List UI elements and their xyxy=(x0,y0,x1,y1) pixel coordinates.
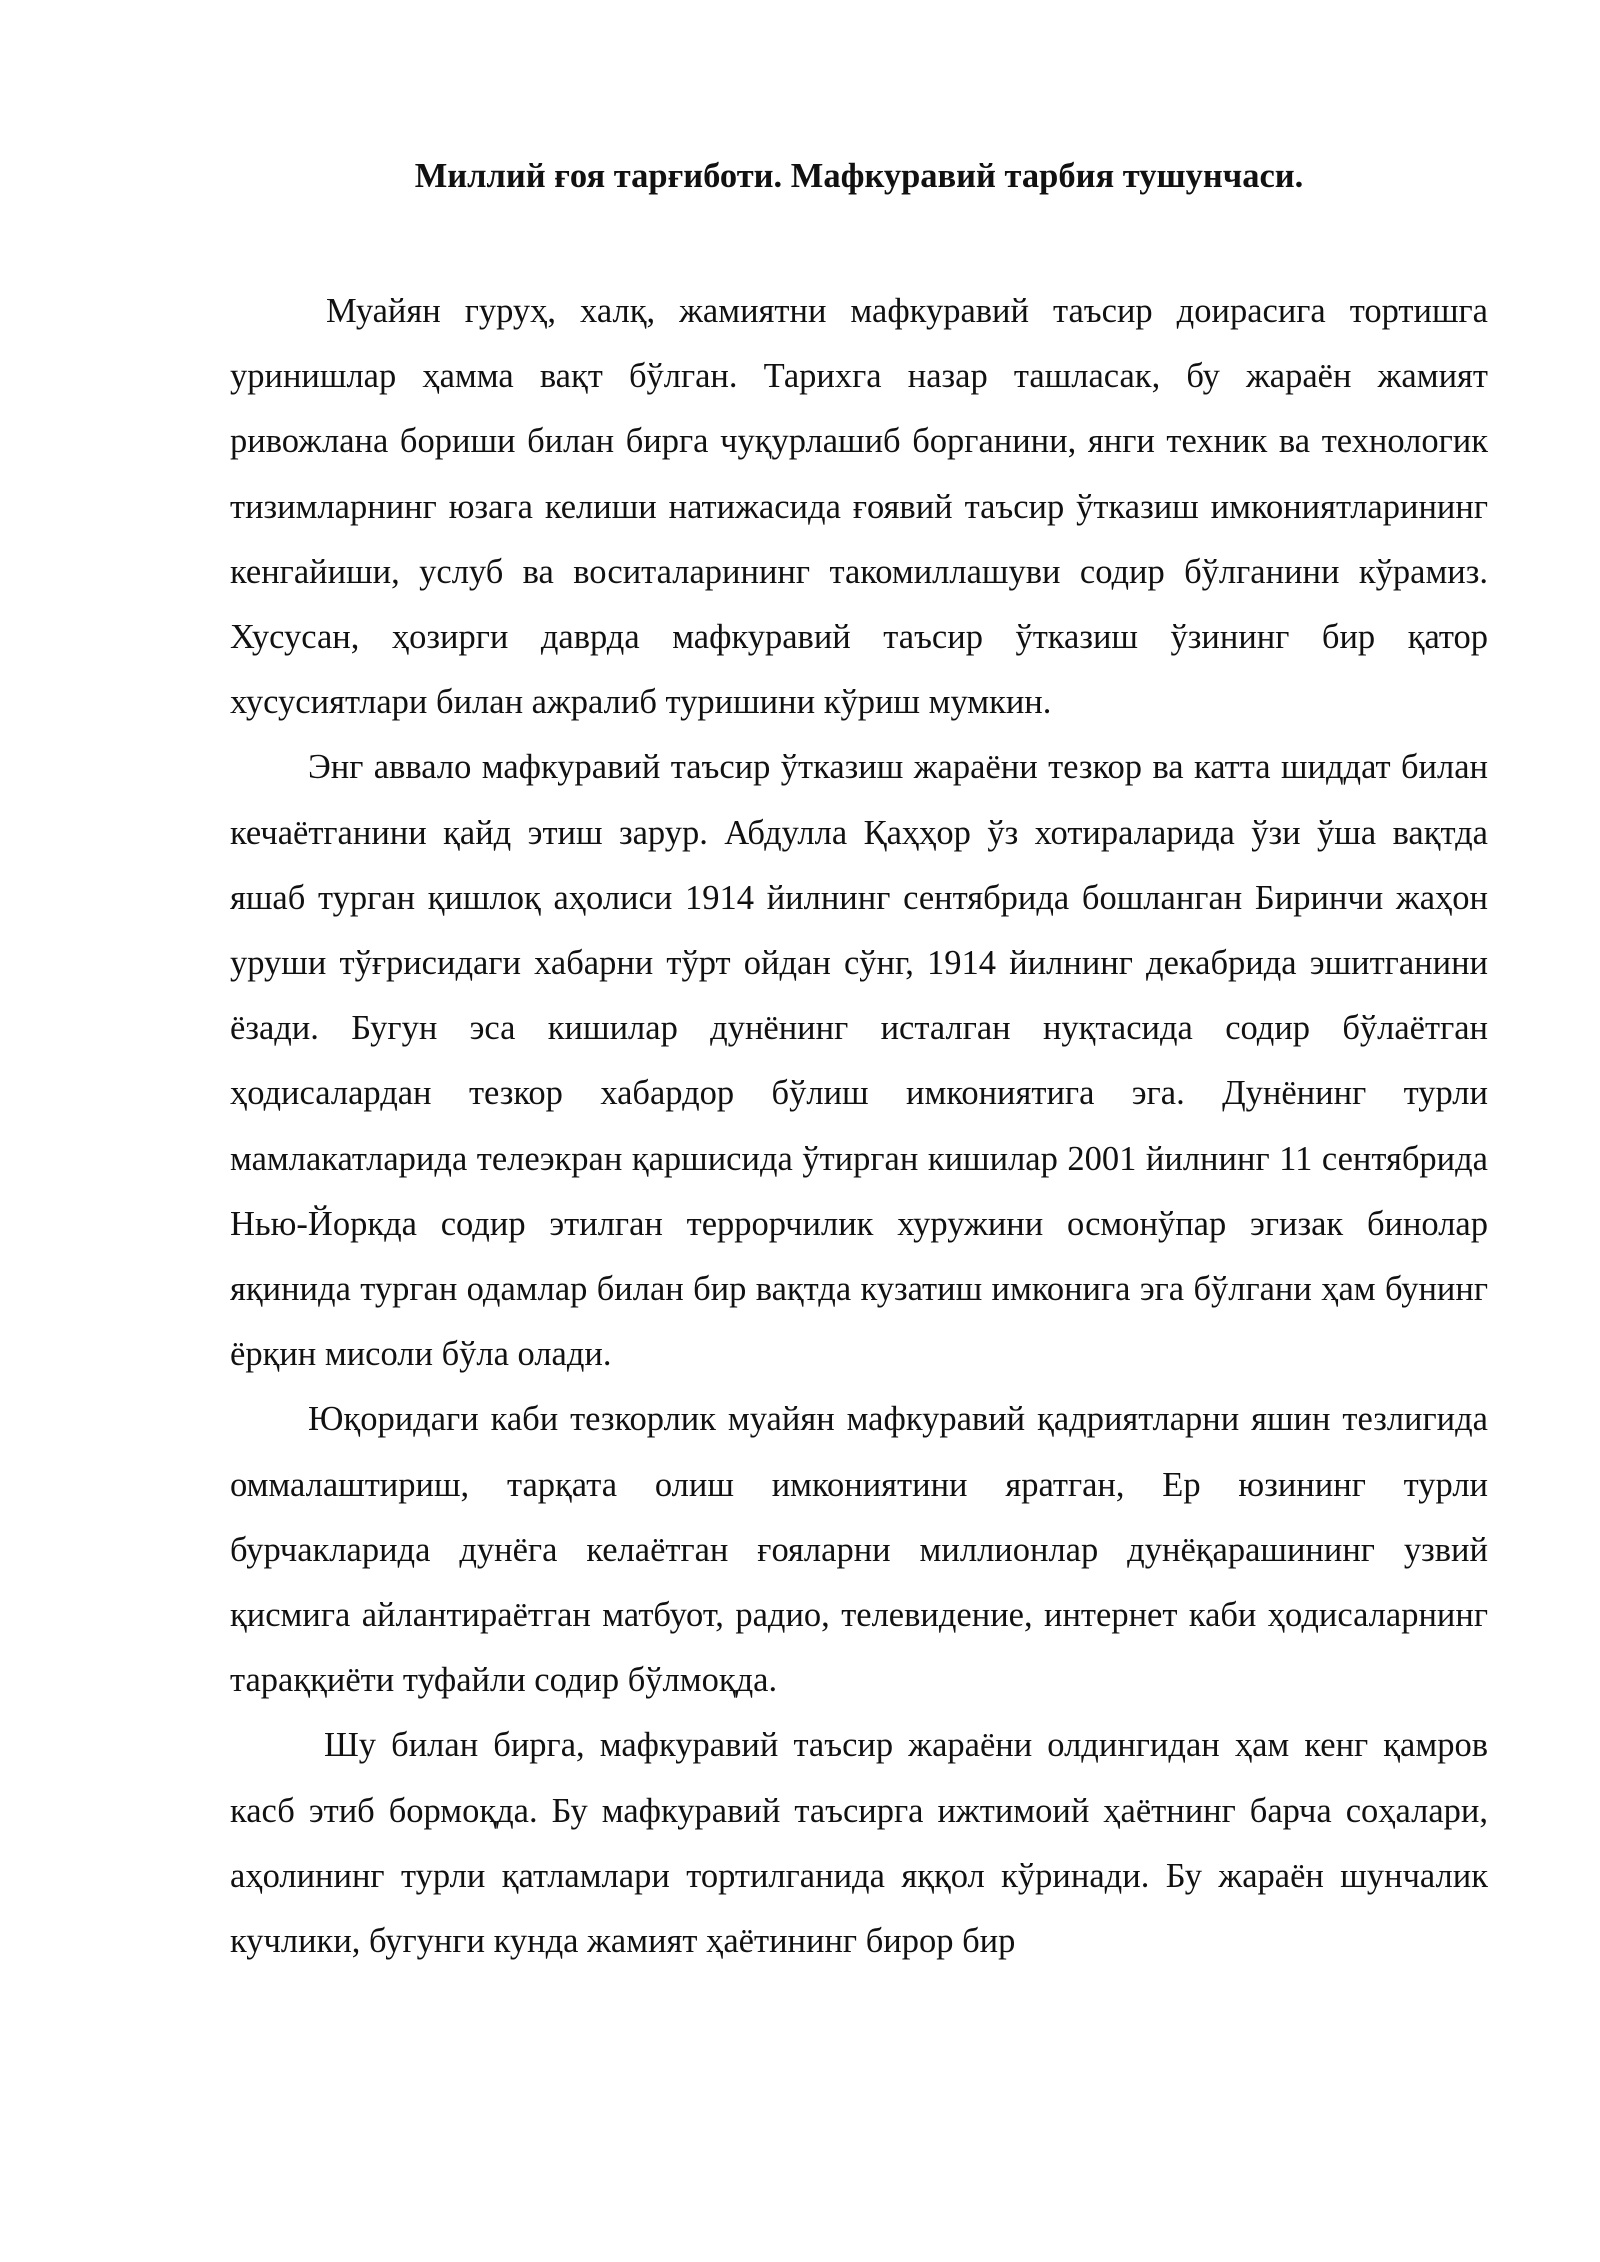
paragraph: Шу билан бирга, мафкуравий таъсир жараёни олдингидан ҳам кенг қамров касб этиб бормоқда. Бу мафкуравий таъсирга ижтимоий ҳаётнинг барча соҳалари, аҳолининг турли қатламлари тортилганида яққол кўринади. Бу жараён шунчалик кучлики, бугунги кунда жамият ҳаётининг бирор бир xyxy=(230,1726,1488,1961)
paragraph: Энг аввало мафкуравий таъсир ўтказиш жараёни тезкор ва катта шиддат билан кечаётганини қайд этиш зарур. Абдулла Қаҳҳор ўз хотираларида ўзи ўша вақтда яшаб турган қишлоқ аҳолиси 1914 йилнинг сентябрида бошланган Биринчи жаҳон уруши тўғрисидаги хабарни тўрт ойдан сўнг, 1914 йилнинг декабрида эшитганини ёзади. Бугун эса кишилар дунёнинг исталган нуқтасида содир бўлаётган ҳодисалардан тезкор хабардор бўлиш имкониятига эга. Дунёнинг турли мамлакатларида телеэкран қаршисида ўтирган кишилар 2001 йилнинг 11 сентябрида Нью-Йоркда содир этилган террорчилик хуружини осмонўпар эгизак бинолар яқинида турган одамлар билан бир вақтда кузатиш имконига эга бўлгани ҳам бунинг ёрқин мисоли бўла олади. xyxy=(230,748,1488,1374)
paragraph: Юқоридаги каби тезкорлик муайян мафкуравий қадриятларни яшин тезлигида оммалаштириш, тарқата олиш имкониятини яратган, Ер юзининг турли бурчакларида дунёга келаётган ғояларни миллионлар дунёқарашининг узвий қисмига айлантираётган матбуот, радио, телевидение, интернет каби ҳодисаларнинг тараққиёти туфайли содир бўлмоқда. xyxy=(230,1400,1488,1700)
paragraph: Муайян гуруҳ, халқ, жамиятни мафкуравий таъсир доирасига тортишга уринишлар ҳамма вақт бўлган. Тарихга назар ташласак, бу жараён жамият ривожлана бориши билан бирга чуқурлашиб борганини, янги техник ва технологик тизимларнинг юзага келиши натижасида ғоявий таъсир ўтказиш имкониятларининг кенгайиши, услуб ва воситаларининг такомиллашуви содир бўлганини кўрамиз. Хусусан, ҳозирги даврда мафкуравий таъсир ўтказиш ўзининг бир қатор хусусиятлари билан ажралиб туришини кўриш мумкин. xyxy=(230,292,1488,722)
document-page xyxy=(230,150,1488,1974)
document-title: Миллий ғоя тарғиботи. Мафкуравий тарбия тушунчаси. xyxy=(414,157,1304,195)
